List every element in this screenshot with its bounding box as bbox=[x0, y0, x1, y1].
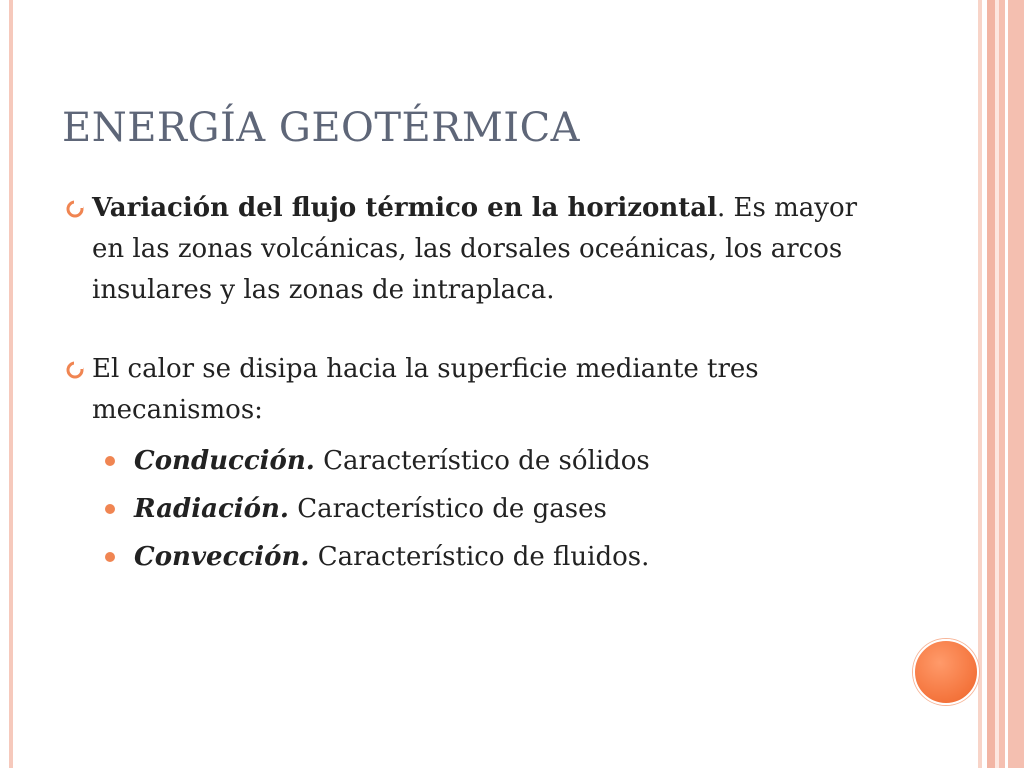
right-decorative-stripes bbox=[978, 0, 1024, 768]
bullet-text: . Es mayor en las zonas volcánicas, las dorsales oceánicas, los arcos insulares y las zonas de intraplaca. bbox=[92, 193, 858, 305]
slide-title: ENERGÍA GEOTÉRMICA bbox=[62, 105, 581, 151]
sub-bullet-list bbox=[62, 437, 862, 581]
orange-circle-decoration bbox=[913, 639, 979, 705]
circle-bullet-icon bbox=[65, 360, 85, 380]
bullet-item bbox=[62, 188, 862, 311]
dot-icon bbox=[105, 504, 115, 514]
dot-icon bbox=[105, 456, 115, 466]
bullet-bold-text: Variación del flujo térmico en la horizontal bbox=[92, 193, 718, 223]
left-border-line bbox=[9, 0, 13, 768]
sub-term: Convección. bbox=[134, 542, 310, 572]
stripe bbox=[999, 0, 1005, 768]
dot-icon bbox=[105, 552, 115, 562]
sub-desc: Característico de sólidos bbox=[314, 446, 650, 476]
sub-bullet-item bbox=[62, 437, 862, 485]
sub-desc: Característico de fluidos. bbox=[309, 542, 650, 572]
slide-body bbox=[62, 188, 862, 581]
bullet-text: El calor se disipa hacia la superficie mediante tres mecanismos: bbox=[92, 354, 759, 425]
bullet-item bbox=[62, 349, 862, 431]
stripe bbox=[1008, 0, 1024, 768]
sub-bullet-item bbox=[62, 533, 862, 581]
sub-bullet-item bbox=[62, 485, 862, 533]
stripe bbox=[987, 0, 995, 768]
sub-desc: Característico de gases bbox=[288, 494, 607, 524]
sub-term: Radiación. bbox=[134, 494, 289, 524]
circle-bullet-icon bbox=[65, 199, 85, 219]
stripe bbox=[978, 0, 982, 768]
sub-term: Conducción. bbox=[134, 446, 315, 476]
